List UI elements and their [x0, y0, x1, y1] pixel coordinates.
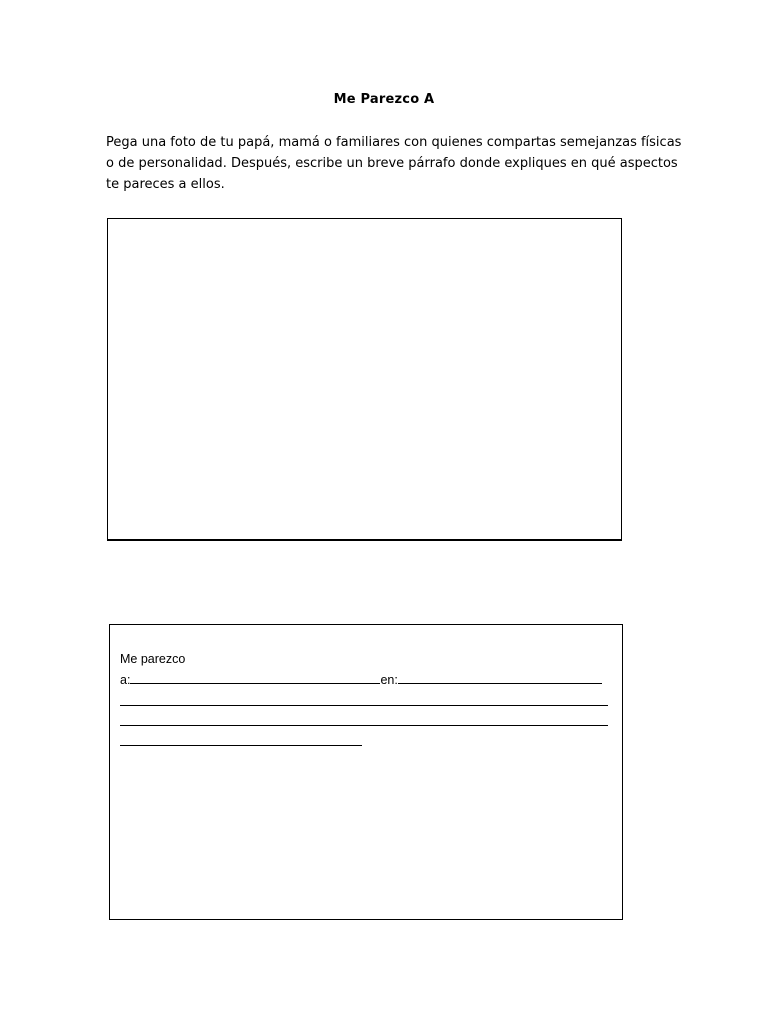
instructions-line: o de personalidad. Después, escribe un breve párrafo donde expliques en qué aspectos [106, 156, 678, 171]
writing-area [120, 649, 612, 749]
page-title: Me Parezco A [333, 92, 435, 107]
writing-blank-line[interactable] [120, 689, 608, 706]
writing-line[interactable] [120, 729, 612, 749]
a-blank[interactable] [130, 669, 380, 684]
instructions-paragraph [106, 132, 682, 195]
writing-blank-line[interactable] [120, 729, 362, 746]
writing-blank-line[interactable] [120, 709, 608, 726]
writing-line [120, 669, 612, 689]
writing-line[interactable] [120, 689, 612, 709]
instructions-line: te pareces a ellos. [106, 177, 225, 192]
en-label: en: [380, 673, 398, 687]
me-parezco-label: Me parezco [120, 652, 186, 666]
photo-placeholder-box [107, 218, 622, 541]
writing-line[interactable] [120, 709, 612, 729]
instructions-line: Pega una foto de tu papá, mamá o familiares con quienes compartas semejanzas físicas [106, 135, 682, 150]
a-label: a: [120, 673, 131, 687]
writing-line [120, 649, 612, 669]
en-blank[interactable] [398, 669, 602, 684]
writing-box [109, 624, 623, 920]
